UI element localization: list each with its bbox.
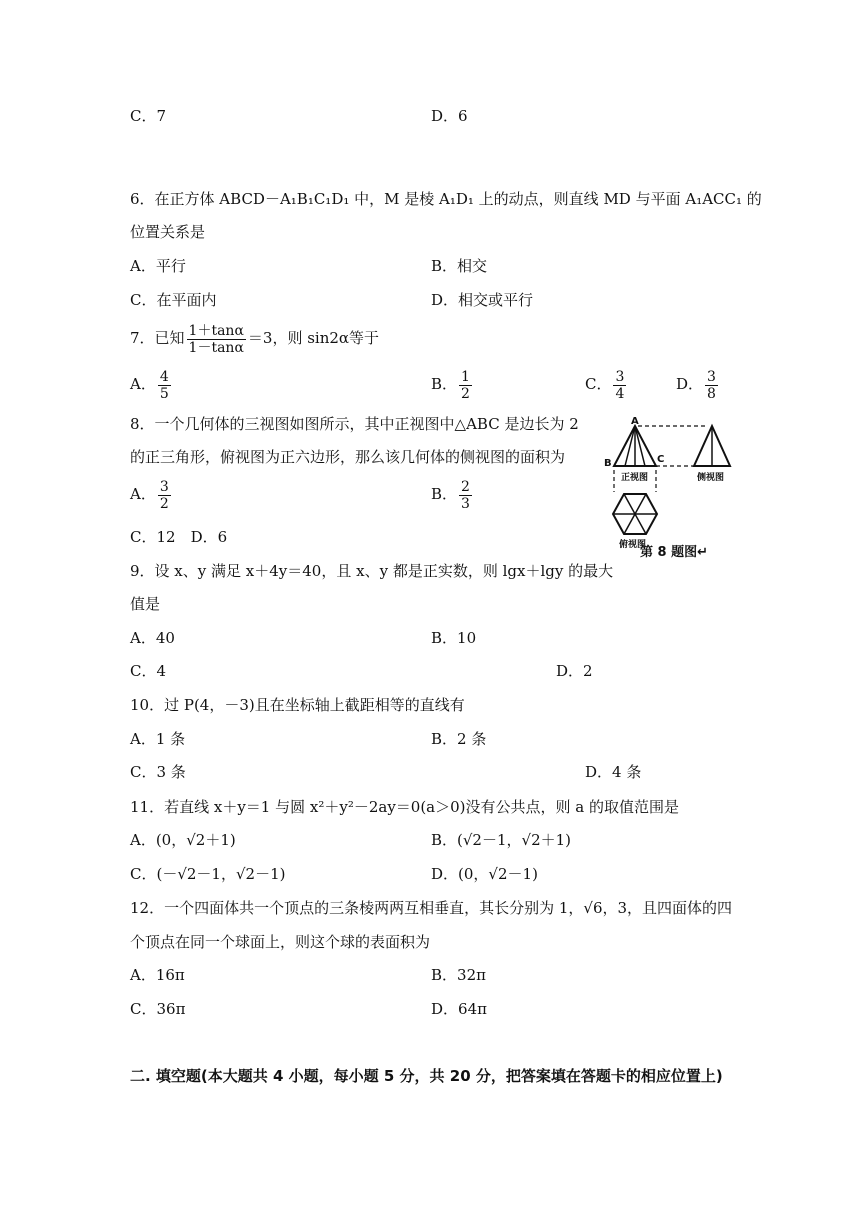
q7-option-b xyxy=(431,366,474,402)
fig-side-view-label: 侧视图 xyxy=(697,473,725,483)
q8-option-a-fraction xyxy=(158,479,171,512)
fig-label-a: A xyxy=(631,416,639,427)
q12-stem-line2: 个顶点在同一个球面上，则这个球的表面积为 xyxy=(130,933,431,951)
q6-option-a: A．平行 xyxy=(130,257,186,275)
q7-c-num: 3 xyxy=(615,368,625,385)
q8-option-a xyxy=(130,476,173,512)
q7-option-d xyxy=(676,366,720,402)
q8-option-b-label: B． xyxy=(431,485,458,503)
fig-label-b: B xyxy=(604,458,612,469)
q9-option-b: B．10 xyxy=(431,629,477,647)
q7-fraction xyxy=(187,323,246,356)
q11-option-b: B．(√2－1，√2＋1) xyxy=(431,831,572,849)
q7-stem xyxy=(130,320,379,356)
q7-a-den: 5 xyxy=(159,385,169,402)
q8-stem-line1: 8．一个几何体的三视图如图所示，其中正视图中△ABC 是边长为 2 xyxy=(130,415,579,433)
q6-option-b: B．相交 xyxy=(431,257,488,275)
q8-b-num: 2 xyxy=(461,478,470,495)
q8-b-den: 3 xyxy=(461,495,470,512)
q7-option-a-fraction xyxy=(158,369,171,402)
q7-option-c-label: C． xyxy=(585,375,612,393)
q5-option-c: C．7 xyxy=(130,107,167,125)
q10-option-b: B．2 条 xyxy=(431,730,487,748)
q7-fraction-den: 1－tanα xyxy=(188,339,244,356)
q12-stem-line1: 12．一个四面体共一个顶点的三条棱两两互相垂直，其长分别为 1，√6，3，且四面体的四 xyxy=(130,899,733,917)
q11-option-a: A．(0，√2＋1) xyxy=(130,831,236,849)
q6-option-c: C．在平面内 xyxy=(130,291,217,309)
fig-front-view-label: 正视图 xyxy=(621,473,649,483)
q7-d-num: 3 xyxy=(707,368,716,385)
q7-d-den: 8 xyxy=(707,385,716,402)
side-view-triangle xyxy=(694,426,730,466)
q7-fraction-num: 1＋tanα xyxy=(188,322,244,339)
q7-option-b-label: B． xyxy=(431,375,458,393)
q7-b-num: 1 xyxy=(461,368,470,385)
q8-option-b xyxy=(431,476,474,512)
q9-option-d: D．2 xyxy=(556,662,593,680)
q7-option-b-fraction xyxy=(459,369,472,402)
q7-b-den: 2 xyxy=(461,385,470,402)
q6-stem-line2: 位置关系是 xyxy=(130,223,206,241)
q11-stem: 11．若直线 x＋y＝1 与圆 x²＋y²－2ay＝0(a＞0)没有公共点，则 a 的取值范围是 xyxy=(130,798,680,816)
q7-option-c-fraction xyxy=(613,369,626,402)
figure-caption: 第 8 题图↵ xyxy=(640,545,708,560)
q7-prefix: 7．已知 xyxy=(130,329,185,347)
front-view-triangle xyxy=(614,426,656,466)
top-view-hexagon xyxy=(613,494,657,534)
q9-stem-line1: 9．设 x、y 满足 x＋4y＝40，且 x、y 都是正实数，则 lgx＋lgy 的最大 xyxy=(130,562,614,580)
q12-option-c: C．36π xyxy=(130,1000,186,1018)
q11-option-c: C．(－√2－1，√2－1) xyxy=(130,865,286,883)
q8-a-num: 3 xyxy=(159,478,169,495)
q9-stem-line2: 值是 xyxy=(130,595,161,613)
q6-option-d: D．相交或平行 xyxy=(431,291,534,309)
q8-options-cd: C．12 D．6 xyxy=(130,528,228,546)
q10-option-c: C．3 条 xyxy=(130,763,186,781)
q7-c-den: 4 xyxy=(615,385,625,402)
q10-stem: 10．过 P(4，－3)且在坐标轴上截距相等的直线有 xyxy=(130,696,465,714)
q7-option-c xyxy=(585,366,628,402)
q8-option-b-fraction xyxy=(459,479,472,512)
q7-option-a xyxy=(130,366,173,402)
q7-option-d-label: D． xyxy=(676,375,704,393)
q9-option-c: C．4 xyxy=(130,662,167,680)
q7-suffix: ＝3，则 sin2α等于 xyxy=(247,329,380,347)
q7-option-d-fraction xyxy=(705,369,718,402)
q12-option-d: D．64π xyxy=(431,1000,487,1018)
q8-stem-line2: 的正三角形，俯视图为正六边形，那么该几何体的侧视图的面积为 xyxy=(130,448,566,466)
q11-option-d: D．(0，√2－1) xyxy=(431,865,538,883)
q5-option-d: D．6 xyxy=(431,107,468,125)
q8-option-a-label: A． xyxy=(130,485,156,503)
q12-option-b: B．32π xyxy=(431,966,486,984)
q6-stem-line1: 6．在正方体 ABCD－A₁B₁C₁D₁ 中，M 是棱 A₁D₁ 上的动点，则直线 MD 与平面 A₁ACC₁ 的 xyxy=(130,190,762,208)
q9-option-a: A．40 xyxy=(130,629,175,647)
q10-option-a: A．1 条 xyxy=(130,730,186,748)
q12-option-a: A．16π xyxy=(130,966,185,984)
q10-option-d: D．4 条 xyxy=(585,763,642,781)
q7-option-a-label: A． xyxy=(130,375,156,393)
fig-top-view-label: 俯视图 xyxy=(619,540,647,550)
fig-label-c: C xyxy=(657,454,665,465)
q7-a-num: 4 xyxy=(159,368,169,385)
q8-a-den: 2 xyxy=(159,495,169,512)
section-2-heading: 二. 填空题(本大题共 4 小题，每小题 5 分，共 20 分，把答案填在答题卡的相应位置上) xyxy=(130,1067,723,1085)
